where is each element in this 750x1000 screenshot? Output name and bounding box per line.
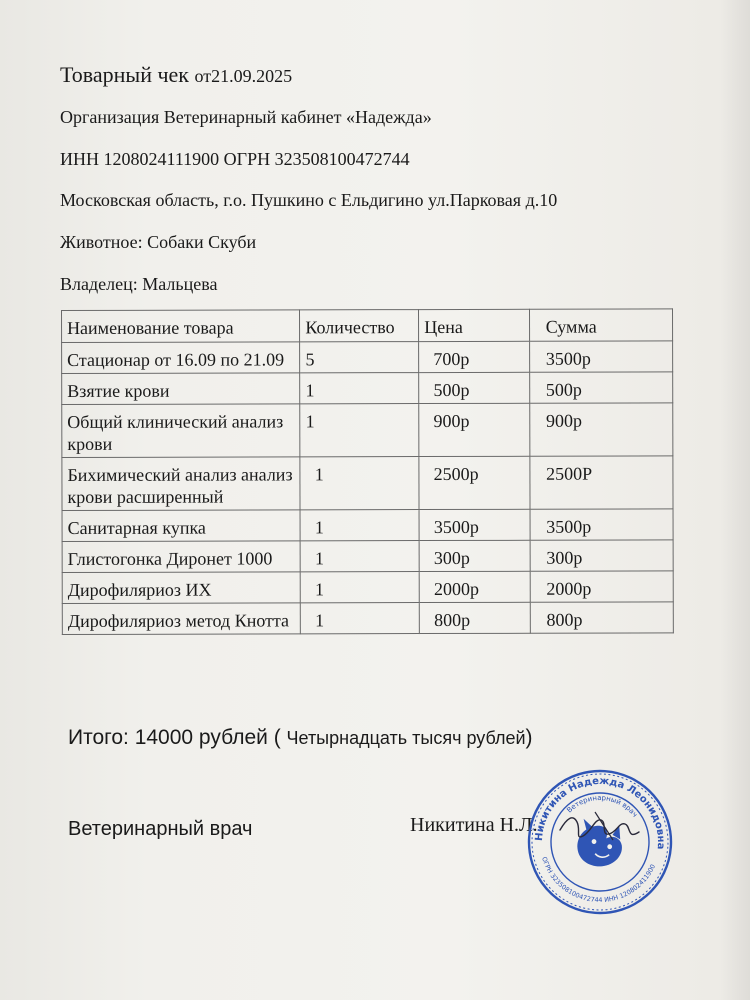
table-header-row — [62, 309, 673, 343]
row-name: Общий клинический анализ крови — [62, 404, 300, 458]
stamp-bottom-text: ОГРН 323508100472744 ИНН 120802411900 — [540, 855, 658, 905]
row-qty: 1 — [300, 373, 419, 404]
table-row — [62, 571, 673, 604]
row-name: Дирофиляриоз ИХ — [62, 572, 300, 604]
signature-name: Никитина Н.Л. — [410, 814, 538, 836]
row-sum: 3500р — [529, 341, 672, 372]
row-qty: 1 — [300, 510, 419, 541]
row-sum: 2000р — [530, 571, 673, 602]
row-qty: 5 — [300, 342, 419, 373]
table-row — [62, 403, 673, 458]
row-price: 3500р — [419, 509, 530, 540]
row-price: 300р — [419, 540, 530, 571]
table-row — [62, 341, 673, 374]
total-line — [68, 726, 533, 750]
row-name: Дирофиляриоз метод Кнотта — [62, 603, 300, 635]
row-qty: 1 — [300, 404, 419, 457]
total-close-paren: ) — [525, 726, 533, 749]
row-price: 2500р — [419, 456, 530, 509]
total-amount: Итого: 14000 рублей ( — [68, 726, 281, 749]
row-name: Стационар от 16.09 по 21.09 — [62, 342, 300, 374]
table-row — [62, 372, 673, 405]
table-row — [62, 509, 673, 542]
header-qty: Количество — [300, 310, 419, 342]
row-sum: 900р — [529, 403, 672, 456]
row-qty: 1 — [300, 541, 419, 572]
inn-ogrn-line: ИНН 1208024111900 ОГРН 323508100472744 — [60, 149, 410, 169]
owner-line: Владелец: Мальцева — [60, 274, 218, 294]
row-sum: 2500Р — [530, 456, 673, 509]
receipt-title-text: Товарный чек — [60, 62, 189, 87]
row-sum: 800р — [530, 602, 673, 633]
row-price: 2000р — [419, 571, 530, 602]
row-price: 500р — [419, 372, 530, 403]
animal-line: Животное: Собаки Скуби — [60, 232, 257, 252]
row-sum: 500р — [529, 372, 672, 403]
row-price: 700р — [419, 341, 530, 372]
row-sum: 3500р — [530, 509, 673, 540]
goods-table — [61, 308, 674, 635]
signature-role: Ветеринарный врач — [68, 818, 253, 840]
organization-line: Организация Ветеринарный кабинет «Надежда» — [60, 107, 432, 127]
table-row — [62, 540, 673, 573]
receipt-title — [60, 62, 292, 88]
row-name: Взятие крови — [62, 373, 300, 405]
header-name: Наименование товара — [62, 310, 300, 343]
handwritten-signature — [555, 800, 645, 850]
total-in-words: Четырнадцать тысяч рублей — [286, 728, 526, 748]
row-price: 900р — [419, 403, 530, 456]
stamp-top-text: Никитина Надежда Леонидовна — [533, 775, 667, 850]
stamp-inner-text: Ветеринарный врач — [565, 793, 639, 819]
row-qty: 1 — [301, 603, 420, 634]
header-sum: Сумма — [529, 309, 672, 341]
header-price: Цена — [419, 309, 530, 341]
row-qty: 1 — [300, 457, 419, 510]
row-sum: 300р — [530, 540, 673, 571]
address-line: Московская область, г.о. Пушкино с Ельдигино ул.Парковая д.10 — [60, 190, 558, 210]
table-row — [62, 456, 673, 511]
page-edge-shadow — [720, 0, 750, 1000]
row-qty: 1 — [300, 572, 419, 603]
row-price: 800р — [420, 602, 531, 633]
row-name: Глистогонка Диронет 1000 — [62, 541, 300, 573]
row-name: Бихимический анализ анализ крови расширенный — [62, 457, 300, 511]
receipt-date: от21.09.2025 — [194, 66, 293, 86]
table-row — [62, 602, 673, 635]
row-name: Санитарная купка — [62, 510, 300, 542]
